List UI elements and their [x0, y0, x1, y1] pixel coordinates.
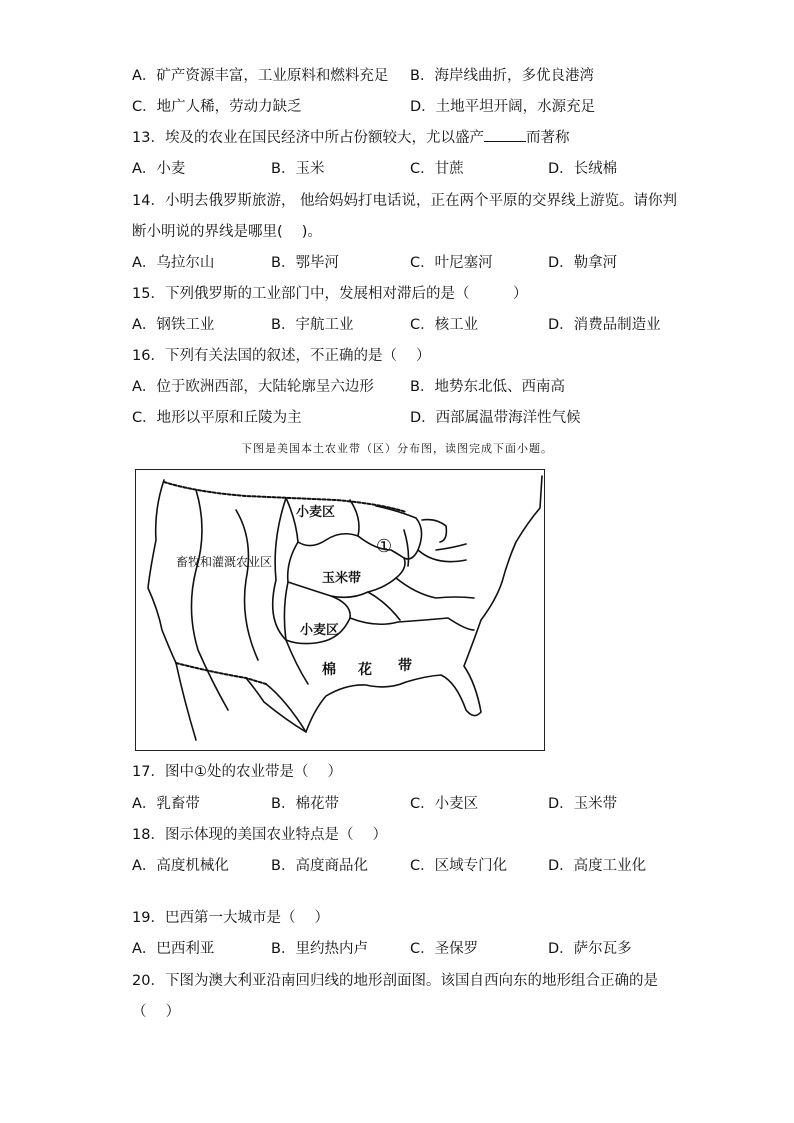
q17-option-d: D．玉米带: [548, 796, 618, 812]
east-boundary: [368, 578, 474, 620]
label-wheat-south: 小麦区: [300, 623, 340, 638]
atlantic-coast: [464, 476, 542, 666]
pacific-coast: [148, 480, 196, 740]
q13-stem-start: 13．埃及的农业在国民经济中所占份额较大，尤以盛产: [132, 130, 484, 146]
q16-option-c: C．地形以平原和丘陵为主: [132, 410, 302, 426]
q18-option-b: B．高度商品化: [271, 858, 368, 874]
label-marker-1: ①: [376, 536, 393, 557]
label-cotton-1: 棉: [322, 662, 336, 678]
q19-option-a: A．巴西利亚: [132, 941, 215, 957]
q13-option-c: C．甘蔗: [410, 161, 464, 177]
q13-option-d: D．长绒棉: [548, 161, 618, 177]
q15-option-c: C．核工业: [410, 317, 479, 333]
q18-option-a: A．高度机械化: [132, 858, 229, 874]
q16-option-b: B．地势东北低、西南高: [410, 379, 565, 395]
label-corn-belt: 玉米带: [322, 571, 362, 586]
q20-stem-line1: 20．下图为澳大利亚沿南回归线的地形剖面图。该国自西向东的地形组合正确的是: [132, 973, 658, 989]
q16-option-a: A．位于欧洲西部，大陆轮廓呈六边形: [132, 379, 374, 395]
ranching-boundary-2: [236, 510, 258, 660]
q17-option-a: A．乳畜带: [132, 796, 200, 812]
us-map-drawing: [136, 470, 544, 750]
q12-option-a: A．矿产资源丰富，工业原料和燃料充足: [132, 68, 389, 84]
q14-option-b: B．鄂毕河: [271, 255, 339, 271]
q19-option-b: B．里约热内卢: [271, 941, 368, 957]
q15-option-d: D．消费品制造业: [548, 317, 661, 333]
q13-stem-end: 而著称: [525, 130, 570, 146]
q15-stem: 15．下列俄罗斯的工业部门中，发展相对滞后的是（ ）: [132, 286, 528, 302]
q16-option-d: D．西部属温带海洋性气候: [410, 410, 581, 426]
q18-option-c: C．区域专门化: [410, 858, 508, 874]
q18-stem: 18．图示体现的美国农业特点是（ ）: [132, 827, 388, 843]
q17-stem: 17．图中①处的农业带是（ ）: [132, 764, 343, 780]
rio-grande: [246, 678, 306, 732]
q15-option-a: A．钢铁工业: [132, 317, 215, 333]
q13-answer-blank: [484, 129, 526, 142]
q18-option-d: D．高度工业化: [548, 858, 647, 874]
q20-stem-line2: （ ）: [132, 1004, 181, 1020]
q13-stem: [132, 128, 569, 148]
q16-stem: 16．下列有关法国的叙述，不正确的是（ ）: [132, 348, 431, 364]
label-cotton-2: 花: [358, 662, 372, 678]
label-wheat-north: 小麦区: [296, 505, 336, 520]
ranching-boundary-1: [191, 490, 228, 710]
q14-option-d: D．勒拿河: [548, 255, 618, 271]
map-caption: 下图是美国本土农业带（区）分布图，读图完成下面小题。: [241, 442, 553, 455]
q13-option-b: B．玉米: [271, 161, 325, 177]
q14-option-a: A．乌拉尔山: [132, 255, 215, 271]
us-agriculture-map: [135, 469, 545, 751]
mexico-border: [176, 663, 266, 684]
q14-stem-line2: 断小明说的界线是哪里( )。: [132, 224, 322, 240]
label-ranching: 畜牧和灌溉农业区: [176, 555, 273, 569]
q12-option-b: B．海岸线曲折，多优良港湾: [410, 68, 594, 84]
q13-option-a: A．小麦: [132, 161, 186, 177]
q17-option-b: B．棉花带: [271, 796, 339, 812]
q12-option-c: C．地广人稀，劳动力缺乏: [132, 99, 302, 115]
q19-option-d: D．萨尔瓦多: [548, 941, 632, 957]
q19-option-c: C．圣保罗: [410, 941, 479, 957]
q14-option-c: C．叶尼塞河: [410, 255, 493, 271]
q15-option-b: B．宇航工业: [271, 317, 354, 333]
q17-option-c: C．小麦区: [410, 796, 479, 812]
q14-stem-line1: 14．小明去俄罗斯旅游， 他给妈妈打电话说，正在两个平原的交界线上游览。请你判: [132, 193, 678, 209]
q12-option-d: D．土地平坦开阔，水源充足: [410, 99, 596, 115]
gulf-coast: [266, 666, 481, 732]
label-cotton-3: 带: [398, 658, 412, 674]
q19-stem: 19．巴西第一大城市是（ ）: [132, 910, 330, 926]
